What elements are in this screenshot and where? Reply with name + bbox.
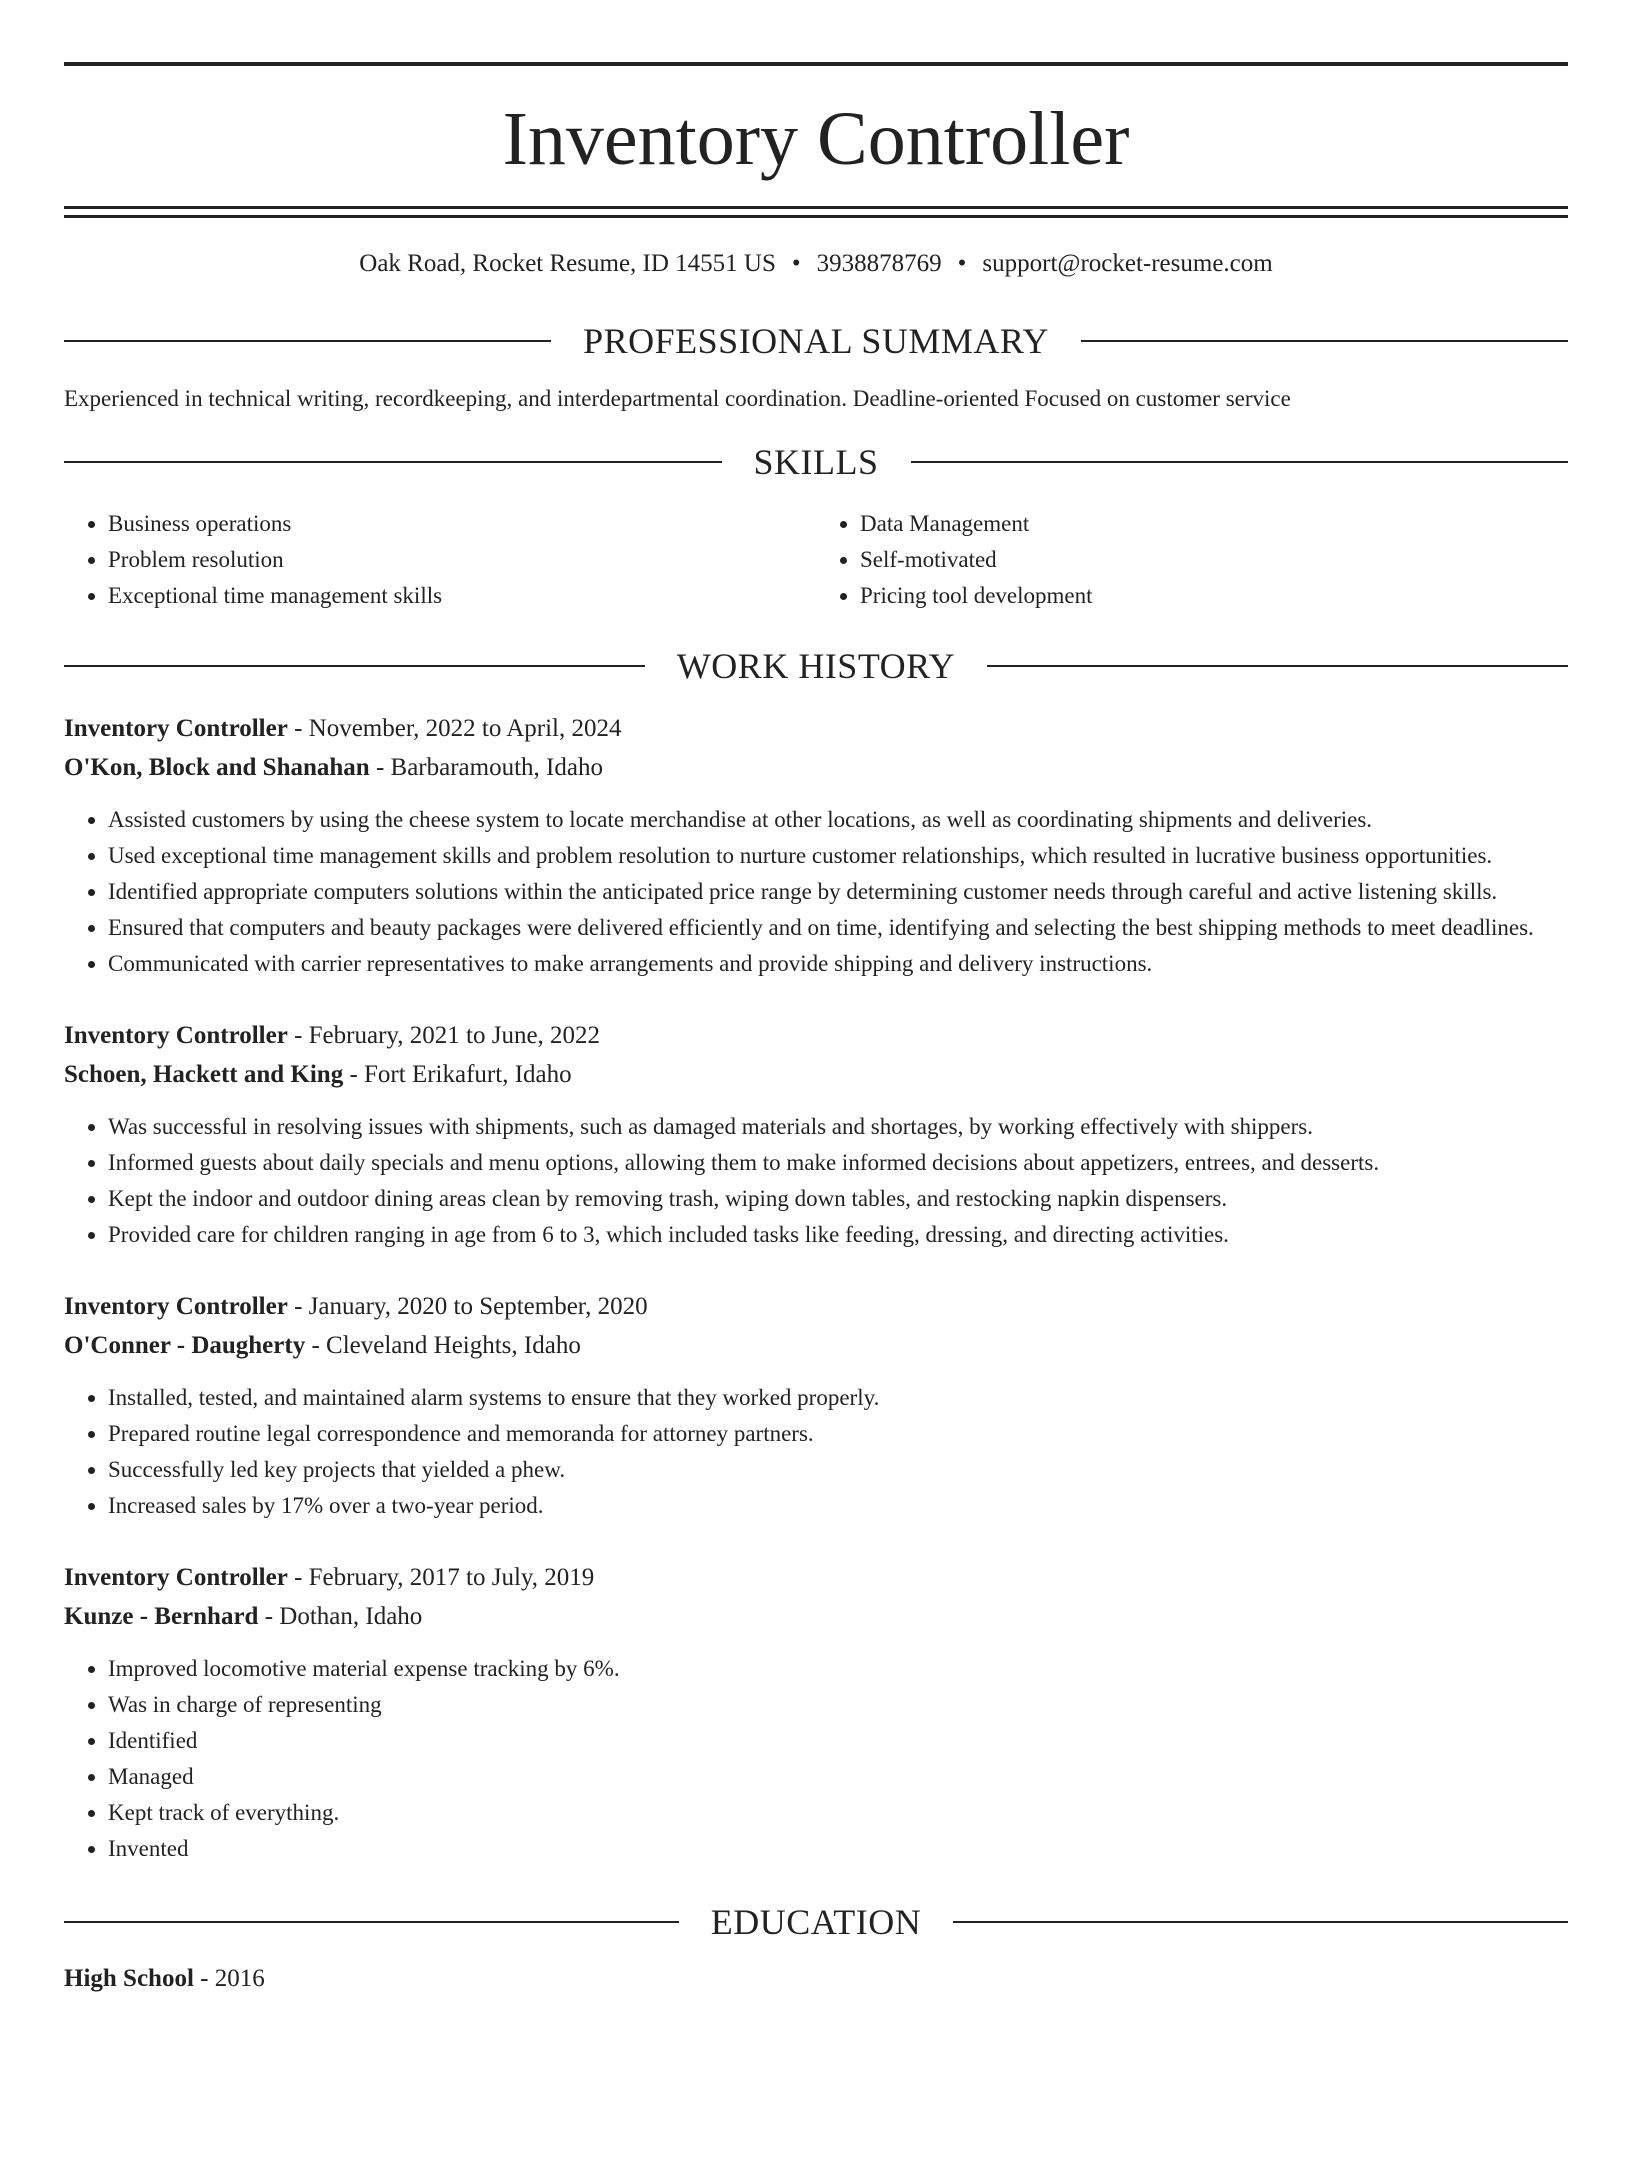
job-bullet: • Communicated with carrier representatives to make arrangements and provide shipping and delivery instructions. xyxy=(108,946,1568,982)
skills-section-heading xyxy=(64,440,1568,484)
job-company-line xyxy=(64,748,1568,787)
contact-email[interactable]: support@rocket-resume.com xyxy=(982,250,1273,277)
contact-separator: • xyxy=(957,250,967,277)
contact-separator: • xyxy=(791,250,801,277)
job-bullet: • Increased sales by 17% over a two-year period. xyxy=(108,1488,1568,1524)
contact-line xyxy=(64,248,1568,280)
job-location: - Barbaramouth, Idaho xyxy=(369,754,603,781)
section-rule xyxy=(64,665,645,667)
job-bullet: • Installed, tested, and maintained alarm systems to ensure that they worked properly. xyxy=(108,1380,1568,1416)
job-bullet: • Improved locomotive material expense tracking by 6%. xyxy=(108,1651,1568,1687)
job-entry xyxy=(64,1558,1568,1867)
job-bullet: • Successfully led key projects that yielded a phew. xyxy=(108,1452,1568,1488)
education-entry xyxy=(64,1959,1568,1998)
job-title-line xyxy=(64,1558,1568,1597)
job-bullet: • Used exceptional time management skills and problem resolution to nurture customer relationships, which resulted in lucrative business opportunities. xyxy=(108,838,1568,874)
job-company-line xyxy=(64,1326,1568,1365)
job-bullet: • Kept the indoor and outdoor dining areas clean by removing trash, wiping down tables, and restocking napkin dispensers. xyxy=(108,1181,1568,1217)
job-dates: - November, 2022 to April, 2024 xyxy=(287,715,622,742)
job-bullet: • Kept track of everything. xyxy=(108,1795,1568,1831)
resume-page xyxy=(0,62,1632,2174)
job-company: O'Conner - Daugherty xyxy=(64,1332,306,1359)
job-role: Inventory Controller xyxy=(64,1293,288,1320)
skill-item: • Problem resolution xyxy=(108,542,816,578)
education-title: EDUCATION xyxy=(710,1902,922,1942)
job-entry xyxy=(64,1287,1568,1524)
work-section-heading xyxy=(64,644,1568,688)
contact-address: Oak Road, Rocket Resume, ID 14551 US xyxy=(359,250,776,277)
job-location: - Fort Erikafurt, Idaho xyxy=(343,1061,572,1088)
job-company: Schoen, Hackett and King xyxy=(64,1061,344,1088)
education-section-heading xyxy=(64,1900,1568,1944)
section-rule xyxy=(64,461,722,463)
job-bullets xyxy=(64,802,1568,982)
job-dates: - February, 2021 to June, 2022 xyxy=(287,1022,601,1049)
job-bullets xyxy=(64,1380,1568,1524)
job-dates: - February, 2017 to July, 2019 xyxy=(287,1564,595,1591)
section-rule xyxy=(64,1921,679,1923)
job-location: - Dothan, Idaho xyxy=(258,1603,423,1630)
skills-list xyxy=(64,506,1568,614)
education-year: - 2016 xyxy=(193,1965,265,1992)
job-title-line xyxy=(64,709,1568,748)
section-rule xyxy=(911,461,1569,463)
section-rule xyxy=(64,340,551,342)
skill-item: • Exceptional time management skills xyxy=(108,578,816,614)
job-bullet: • Prepared routine legal correspondence and memoranda for attorney partners. xyxy=(108,1416,1568,1452)
section-rule xyxy=(987,665,1568,667)
contact-phone: 3938878769 xyxy=(816,250,942,277)
job-entry xyxy=(64,709,1568,982)
job-entry xyxy=(64,1016,1568,1253)
job-bullet: • Was successful in resolving issues with shipments, such as damaged materials and shortages, by working effectively with shippers. xyxy=(108,1109,1568,1145)
job-title-line xyxy=(64,1016,1568,1055)
job-bullet: • Invented xyxy=(108,1831,1568,1867)
job-bullets xyxy=(64,1651,1568,1867)
summary-text: Experienced in technical writing, recordkeeping, and interdepartmental coordination. Deadline-oriented Focused on customer service xyxy=(64,386,1291,411)
summary-section-heading xyxy=(64,319,1568,363)
job-company-line xyxy=(64,1597,1568,1636)
summary-title: PROFESSIONAL SUMMARY xyxy=(583,321,1049,361)
job-role: Inventory Controller xyxy=(64,715,288,742)
section-rule xyxy=(953,1921,1568,1923)
job-company-line xyxy=(64,1055,1568,1094)
job-dates: - January, 2020 to September, 2020 xyxy=(287,1293,648,1320)
skill-item: • Business operations xyxy=(108,506,816,542)
skill-item: • Data Management xyxy=(860,506,1568,542)
education-school: High School xyxy=(64,1965,194,1992)
job-role: Inventory Controller xyxy=(64,1564,288,1591)
job-location: - Cleveland Heights, Idaho xyxy=(305,1332,581,1359)
section-rule xyxy=(1081,340,1568,342)
skills-column-right xyxy=(816,506,1568,614)
skill-item: • Pricing tool development xyxy=(860,578,1568,614)
job-bullet: • Assisted customers by using the cheese system to locate merchandise at other locations, as well as coordinating shipments and deliveries. xyxy=(108,802,1568,838)
job-bullets xyxy=(64,1109,1568,1253)
skills-title: SKILLS xyxy=(753,442,879,482)
job-bullet: • Was in charge of representing xyxy=(108,1687,1568,1723)
job-company: O'Kon, Block and Shanahan xyxy=(64,754,370,781)
job-title-line xyxy=(64,1287,1568,1326)
job-bullet: • Informed guests about daily specials and menu options, allowing them to make informed decisions about appetizers, entrees, and desserts. xyxy=(108,1145,1568,1181)
job-bullet: • Managed xyxy=(108,1759,1568,1795)
skills-column-left xyxy=(64,506,816,614)
header-top-rule xyxy=(64,62,1568,66)
job-bullet: • Ensured that computers and beauty packages were delivered efficiently and on time, identifying and selecting the best shipping methods to meet deadlines. xyxy=(108,910,1568,946)
header-double-rule xyxy=(64,206,1568,218)
job-bullet: • Identified xyxy=(108,1723,1568,1759)
work-title: WORK HISTORY xyxy=(676,646,956,686)
job-bullet: • Provided care for children ranging in age from 6 to 3, which included tasks like feeding, dressing, and directing activities. xyxy=(108,1217,1568,1253)
skill-item: • Self-motivated xyxy=(860,542,1568,578)
job-company: Kunze - Bernhard xyxy=(64,1603,259,1630)
resume-name: Inventory Controller xyxy=(502,97,1130,181)
job-role: Inventory Controller xyxy=(64,1022,288,1049)
job-bullet: • Identified appropriate computers solutions within the anticipated price range by determining customer needs through careful and active listening skills. xyxy=(108,874,1568,910)
